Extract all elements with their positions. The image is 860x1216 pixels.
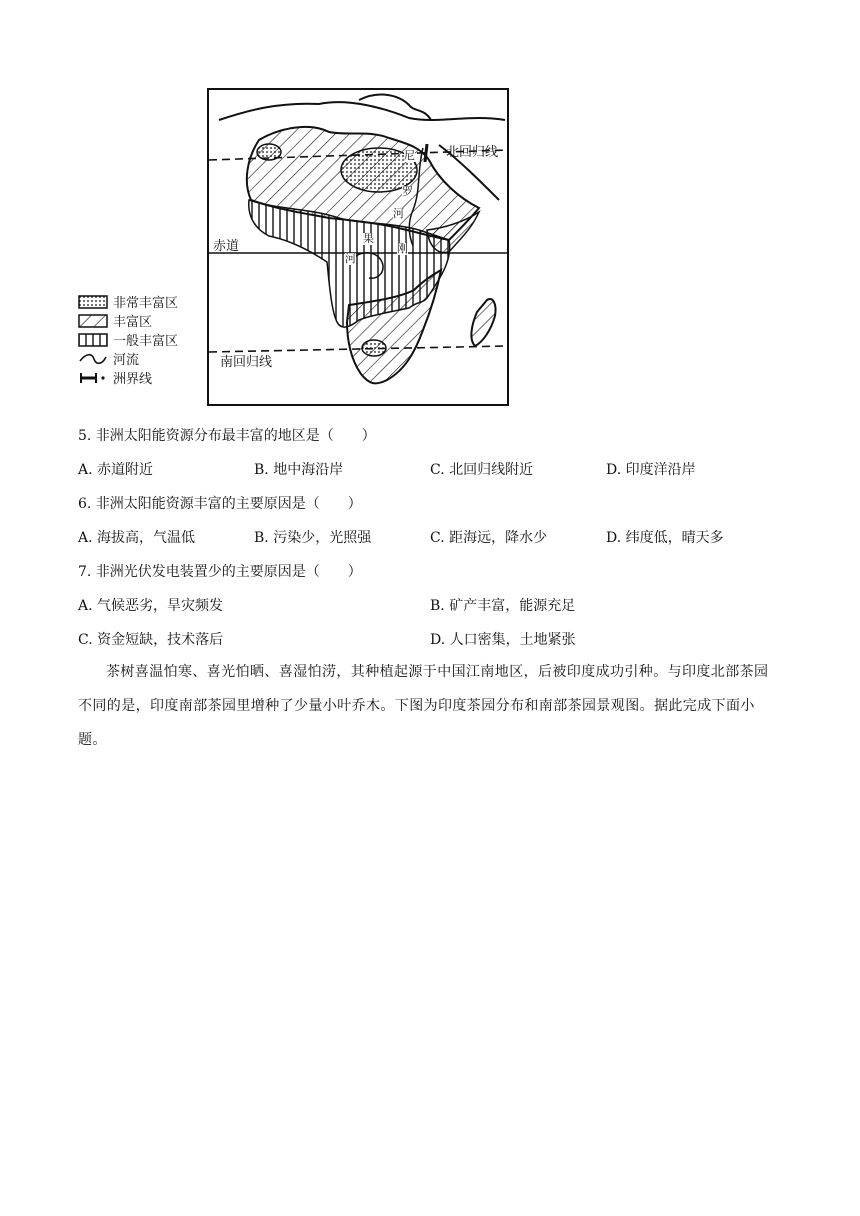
continent-boundary [425, 144, 427, 162]
nile-label-2: 罗 [402, 185, 413, 198]
nile-label-3: 河 [393, 207, 404, 220]
legend-label: 洲界线 [113, 372, 153, 387]
legend-item-very-rich [78, 292, 178, 311]
tea-passage: 茶树喜温怕寒、喜光怕晒、喜湿怕涝，其种植起源于中国江南地区，后被印度成功引种。与印度北部茶园不同的是，印度南部茶园里增种了少量小叶乔木。下图为印度茶园分布和南部茶园景观图。据此完成下面小题。 [78, 664, 769, 748]
vertical-stripe-swatch [78, 333, 108, 347]
question-6-stem: 6. 非洲太阳能资源丰富的主要原因是（ ） [78, 496, 362, 512]
question-5-option-c[interactable]: C. 北回归线附近 [430, 462, 534, 478]
legend-item-general [78, 330, 178, 349]
nile-label-1: 尼 [404, 149, 415, 162]
legend-label: 丰富区 [113, 315, 153, 330]
legend-label: 河流 [113, 353, 140, 368]
boundary-line-icon [78, 371, 108, 385]
question-5-option-b[interactable]: B. 地中海沿岸 [254, 462, 344, 478]
madagascar [471, 299, 495, 346]
legend-item-river [78, 349, 178, 368]
question-6-option-a[interactable]: A. 海拔高，气温低 [78, 530, 196, 546]
dotted-pattern-swatch [78, 295, 108, 309]
question-6-option-b[interactable]: B. 污染少，光照强 [254, 530, 372, 546]
europe-coast [219, 102, 505, 120]
question-7-stem: 7. 非洲光伏发电装置少的主要原因是（ ） [78, 564, 362, 580]
legend-item-boundary [78, 368, 178, 387]
question-6-option-c[interactable]: C. 距海远，降水少 [430, 530, 548, 546]
map-legend [78, 292, 178, 387]
hatched-pattern-swatch [78, 314, 108, 328]
question-5-option-d[interactable]: D. 印度洋沿岸 [606, 462, 696, 478]
tropic-of-capricorn-label: 南回归线 [220, 355, 273, 370]
question-5-stem: 5. 非洲太阳能资源分布最丰富的地区是（ ） [78, 428, 376, 444]
legend-label: 非常丰富区 [113, 296, 179, 311]
question-7-option-c[interactable]: C. 资金短缺，技术落后 [78, 632, 224, 648]
question-6-option-d[interactable]: D. 纬度低，晴天多 [606, 530, 724, 546]
legend-label: 一般丰富区 [113, 334, 179, 349]
question-7-option-a[interactable]: A. 气候恶劣，旱灾频发 [78, 598, 224, 614]
tropic-of-cancer-label: 北回归线 [446, 145, 499, 160]
river-wave-icon [78, 352, 108, 366]
congo-label-1: 刚 [397, 242, 408, 255]
question-7-option-d[interactable]: D. 人口密集，土地紧张 [430, 632, 576, 648]
congo-label-3: 河 [345, 252, 356, 265]
legend-item-rich [78, 311, 178, 330]
question-5-option-a[interactable]: A. 赤道附近 [78, 462, 154, 478]
question-7-option-b[interactable]: B. 矿产丰富，能源充足 [430, 598, 576, 614]
congo-label-2: 果 [363, 232, 374, 245]
equator-label: 赤道 [213, 239, 240, 254]
